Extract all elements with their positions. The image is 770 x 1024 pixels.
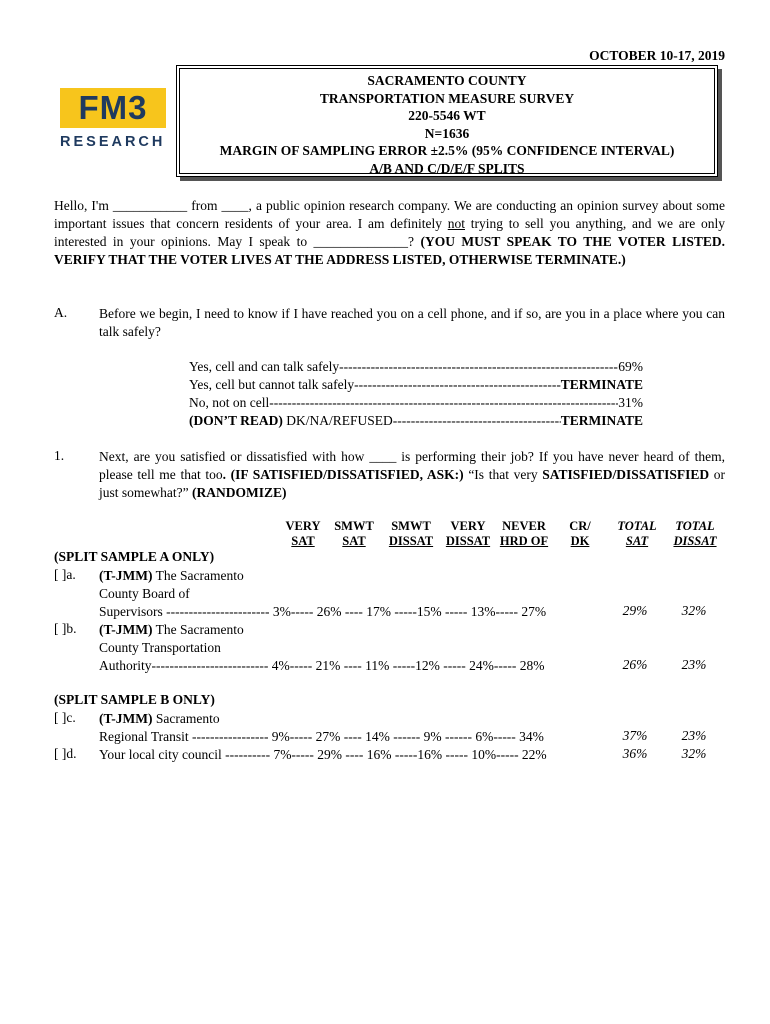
- option-value: TERMINATE: [560, 413, 643, 428]
- row-values: Regional Transit ----------------- 9%----- 27% ---- 14% ------ 9% ------ 6%----- 34%: [99, 729, 544, 744]
- row-tag: (T-JMM): [99, 568, 153, 583]
- table-row: [99, 710, 544, 746]
- intro-not: not: [447, 216, 465, 231]
- option-value: 69%: [618, 359, 643, 374]
- option-row: [189, 394, 643, 412]
- option-prefix: (DON’T READ): [189, 413, 283, 428]
- title-line: N=1636: [424, 125, 470, 141]
- row-text: County Board of: [99, 586, 190, 601]
- q1-text-part: or just somewhat?”: [99, 467, 725, 500]
- title-line: 220-5546 WT: [408, 108, 486, 124]
- option-text: Yes, cell and can talk safely: [189, 359, 340, 374]
- option-value: 31%: [618, 395, 643, 410]
- option-row: [189, 376, 643, 394]
- table-row: [99, 567, 546, 621]
- fm3-logo: [60, 88, 172, 154]
- row-text: The Sacramento: [152, 622, 244, 637]
- option-row: [189, 358, 643, 376]
- total-sat-value: 26%: [622, 657, 648, 672]
- logo-bottom-text: RESEARCH: [60, 134, 166, 150]
- total-sat-value: 36%: [622, 746, 648, 761]
- title-line: SACRAMENTO COUNTY: [367, 73, 527, 88]
- q1-text-part: “Is that very: [463, 467, 543, 482]
- row-label: [ ]a.: [54, 567, 76, 582]
- table-row: [99, 746, 547, 764]
- question-1-text: [99, 448, 725, 502]
- option-text: DK/NA/REFUSED: [282, 413, 393, 428]
- question-a-label: A.: [54, 305, 68, 320]
- row-values: Authority-------------------------- 4%----- 21% ---- 11% -----12% ----- 24%----- 28%: [99, 658, 545, 673]
- row-values: Your local city council ---------- 7%----- 29% ---- 16% -----16% ----- 10%----- 22%: [99, 747, 547, 762]
- intro-paragraph: [54, 197, 725, 269]
- col-total-dissat: TOTAL DISSAT: [673, 519, 717, 548]
- title-line: MARGIN OF SAMPLING ERROR ±2.5% (95% CONFIDENCE INTERVAL): [219, 143, 675, 159]
- option-row: [189, 412, 643, 430]
- total-dissat-value: 23%: [681, 657, 707, 672]
- survey-date: OCTOBER 10-17, 2019: [589, 48, 725, 63]
- row-text: Sacramento: [152, 711, 220, 726]
- intro-text-1: Hello, I'm ___________ from ____, a public opinion research company. We are conducting an opinion survey about some important issues that concern residents of your area. I am definitely: [54, 198, 725, 231]
- option-value: TERMINATE: [560, 377, 643, 392]
- q1-text-part: Next, are you satisfied or dissatisfied with how ____ is performing their job? If you have never heard of them, please tell me that too: [99, 449, 725, 482]
- q1-instruction: . (IF SATISFIED/DISSATISFIED, ASK:): [222, 467, 464, 482]
- logo-top-text: FM3: [60, 88, 166, 128]
- split-b-heading: (SPLIT SAMPLE B ONLY): [54, 692, 215, 707]
- question-1-label: 1.: [54, 448, 65, 463]
- row-label: [ ]c.: [54, 710, 76, 725]
- col-smwt-sat: SMWT SAT: [334, 519, 374, 548]
- col-total-sat: TOTAL SAT: [617, 519, 657, 548]
- col-cr-dk: CR/ DK: [569, 519, 591, 548]
- row-text: County Transportation: [99, 640, 221, 655]
- total-dissat-value: 32%: [681, 746, 707, 761]
- row-tag: (T-JMM): [99, 711, 153, 726]
- col-very-sat: VERY SAT: [285, 519, 321, 548]
- row-label: [ ]d.: [54, 746, 77, 761]
- option-text: Yes, cell but cannot talk safely: [189, 377, 355, 392]
- intro-text-2: trying to sell you anything, and we are only interested in your opinions. May I speak to ______________?: [54, 216, 726, 249]
- total-dissat-value: 32%: [681, 603, 707, 618]
- q1-bold-part: SATISFIED/DISSATISFIED: [542, 467, 710, 482]
- title-line: TRANSPORTATION MEASURE SURVEY: [319, 90, 575, 106]
- question-a-text: Before we begin, I need to know if I have reached you on a cell phone, and if so, are you in a place where you can talk safely?: [99, 306, 725, 339]
- title-line: A/B AND C/D/E/F SPLITS: [369, 160, 525, 176]
- row-values: Supervisors ----------------------- 3%----- 26% ---- 17% -----15% ----- 13%----- 27%: [99, 604, 547, 619]
- total-sat-value: 37%: [622, 728, 648, 743]
- q1-randomize: (RANDOMIZE): [191, 485, 287, 500]
- col-very-dissat: VERY DISSAT: [445, 519, 491, 548]
- row-text: The Sacramento: [152, 568, 244, 583]
- intro-instruction: (YOU MUST SPEAK TO THE VOTER LISTED. VERIFY THAT THE VOTER LIVES AT THE ADDRESS LISTED, OTHERWISE TERMINATE.): [54, 234, 725, 267]
- col-never-heard: NEVER HRD OF: [499, 519, 549, 548]
- total-sat-value: 29%: [622, 603, 648, 618]
- option-text: No, not on cell: [189, 395, 270, 410]
- survey-title-box: [176, 65, 718, 177]
- table-row: [99, 621, 545, 675]
- split-a-heading: (SPLIT SAMPLE A ONLY): [54, 549, 215, 564]
- row-label: [ ]b.: [54, 621, 77, 636]
- col-smwt-dissat: SMWT DISSAT: [388, 519, 434, 548]
- total-dissat-value: 23%: [681, 728, 707, 743]
- row-tag: (T-JMM): [99, 622, 153, 637]
